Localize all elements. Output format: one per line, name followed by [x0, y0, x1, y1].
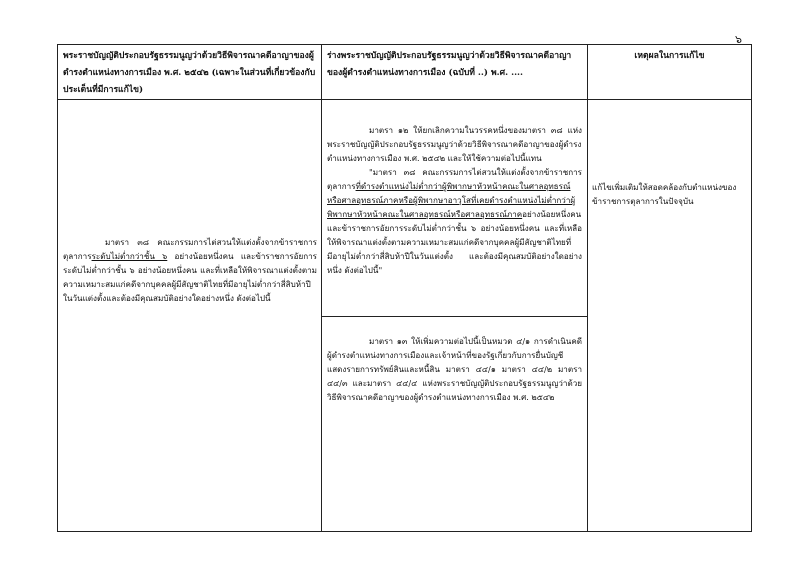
header-current-law: พระราชบัญญัติประกอบรัฐธรรมนูญว่าด้วยวิธีพิจารณาคดีอาญาของผู้ดำรงตำแหน่งทางการเมือง พ.ศ. ๒๕๔๒ (เฉพาะในส่วนที่เกี่ยวข้องกับประเด็นที่มีการแก้ไข): [58, 45, 322, 100]
draft-law-cell: [322, 100, 588, 532]
draft-section-13: มาตรา ๑๓ ให้เพิ่มความต่อไปนี้เป็นหมวด ๔/๑ การดำเนินคดีผู้ดำรงตำแหน่งทางการเมืองและเจ้าหน้าที่ของรัฐเกี่ยวกับการยื่นบัญชีแสดงรายการทรัพย์สินและหนี้สิน มาตรา ๔๔/๑ มาตรา ๔๔/๒ มาตรา ๔๔/๓ และมาตรา ๔๔/๔ แห่งพระราชบัญญัติประกอบรัฐธรรมนูญว่าด้วยวิธีพิจารณาคดีอาญาของผู้ดำรงตำแหน่งทางการเมือง พ.ศ. ๒๕๔๒: [327, 336, 582, 402]
draft-section-12: มาตรา ๑๒ ให้ยกเลิกความในวรรคหนึ่งของมาตรา ๓๘ แห่งพระราชบัญญัติประกอบรัฐธรรมนูญว่าด้วยวิธีพิจารณาคดีอาญาของผู้ดำรงตำแหน่งทางการเมือง พ.ศ. ๒๕๔๒ และให้ใช้ความต่อไปนี้แทน "มาตรา ๓๘ คณะกรรมการไต่สวนให้แต่งตั้งจากข้าราชการตุลาการที่ดำรงตำแหน่งไม่ต่ำกว่าผู้พิพากษาหัวหน้าคณะในศาลอุทธรณ์หรือศาลอุทธรณ์ภาคหรือผู้พิพากษาอาวุโสที่เคยดำรงตำแหน่งไม่ต่ำกว่าผู้พิพากษาหัวหน้าคณะในศาลอุทธรณ์หรือศาลอุทธรณ์ภาคอย่างน้อยหนึ่งคน และข้าราชการอัยการระดับไม่ต่ำกว่าชั้น ๖ อย่างน้อยหนึ่งคน และที่เหลือให้พิจารณาแต่งตั้งตามความเหมาะสมแก่คดีจากบุคคลผู้มีสัญชาติไทยที่มีอายุไม่ต่ำกว่าสี่สิบห้าปีในวันแต่งตั้ง และต้องมีคุณสมบัติอย่างใดอย่างหนึ่ง ดังต่อไปนี้": [327, 125, 582, 275]
body-row: [58, 100, 752, 532]
page-number: ๖: [735, 33, 742, 46]
row-divider: [322, 316, 587, 317]
draft-new-section-38: "มาตรา ๓๘ คณะกรรมการไต่สวนให้แต่งตั้งจากข้าราชการตุลาการที่ดำรงตำแหน่งไม่ต่ำกว่าผู้พิพากษาหัวหน้าคณะในศาลอุทธรณ์หรือศาลอุทธรณ์ภาคหรือผู้พิพากษาอาวุโสที่เคยดำรงตำแหน่งไม่ต่ำกว่าผู้พิพากษาหัวหน้าคณะในศาลอุทธรณ์หรือศาลอุทธรณ์ภาคอย่างน้อยหนึ่งคน และข้าราชการอัยการระดับไม่ต่ำกว่าชั้น ๖ อย่างน้อยหนึ่งคน และที่เหลือให้พิจารณาแต่งตั้งตามความเหมาะสมแก่คดีจากบุคคลผู้มีสัญชาติไทยที่มีอายุไม่ต่ำกว่าสี่สิบห้าปีในวันแต่งตั้ง และต้องมีคุณสมบัติอย่างใดอย่างหนึ่ง ดังต่อไปนี้": [327, 167, 582, 275]
header-draft-law: ร่างพระราชบัญญัติประกอบรัฐธรรมนูญว่าด้วยวิธีพิจารณาคดีอาญาของผู้ดำรงตำแหน่งทางการเมือง (ฉบับที่ ..) พ.ศ. ....: [322, 45, 588, 100]
header-reason: เหตุผลในการแก้ไข: [588, 45, 752, 100]
header-row: [58, 45, 752, 100]
current-section-38: มาตรา ๓๘ คณะกรรมการไต่สวนให้แต่งตั้งจากข้าราชการตุลาการระดับไม่ต่ำกว่าชั้น ๖ อย่างน้อยหนึ่งคน และข้าราชการอัยการระดับไม่ต่ำกว่าชั้น ๖ อย่างน้อยหนึ่งคน และที่เหลือให้พิจารณาแต่งตั้งตามความเหมาะสมแก่คดีจากบุคคลผู้มีสัญชาติไทยที่มีอายุไม่ต่ำกว่าสี่สิบห้าปีในวันแต่งตั้งและต้องมีคุณสมบัติอย่างใดอย่างหนึ่ง ดังต่อไปนี้: [63, 237, 317, 303]
current-law-cell: [58, 100, 322, 532]
reason-text: แก้ไขเพิ่มเติมให้สอดคล้องกับตำแหน่งของข้าราชการตุลาการในปัจจุบัน: [592, 182, 737, 206]
comparison-table: [57, 44, 752, 532]
reason-cell: [588, 100, 752, 532]
